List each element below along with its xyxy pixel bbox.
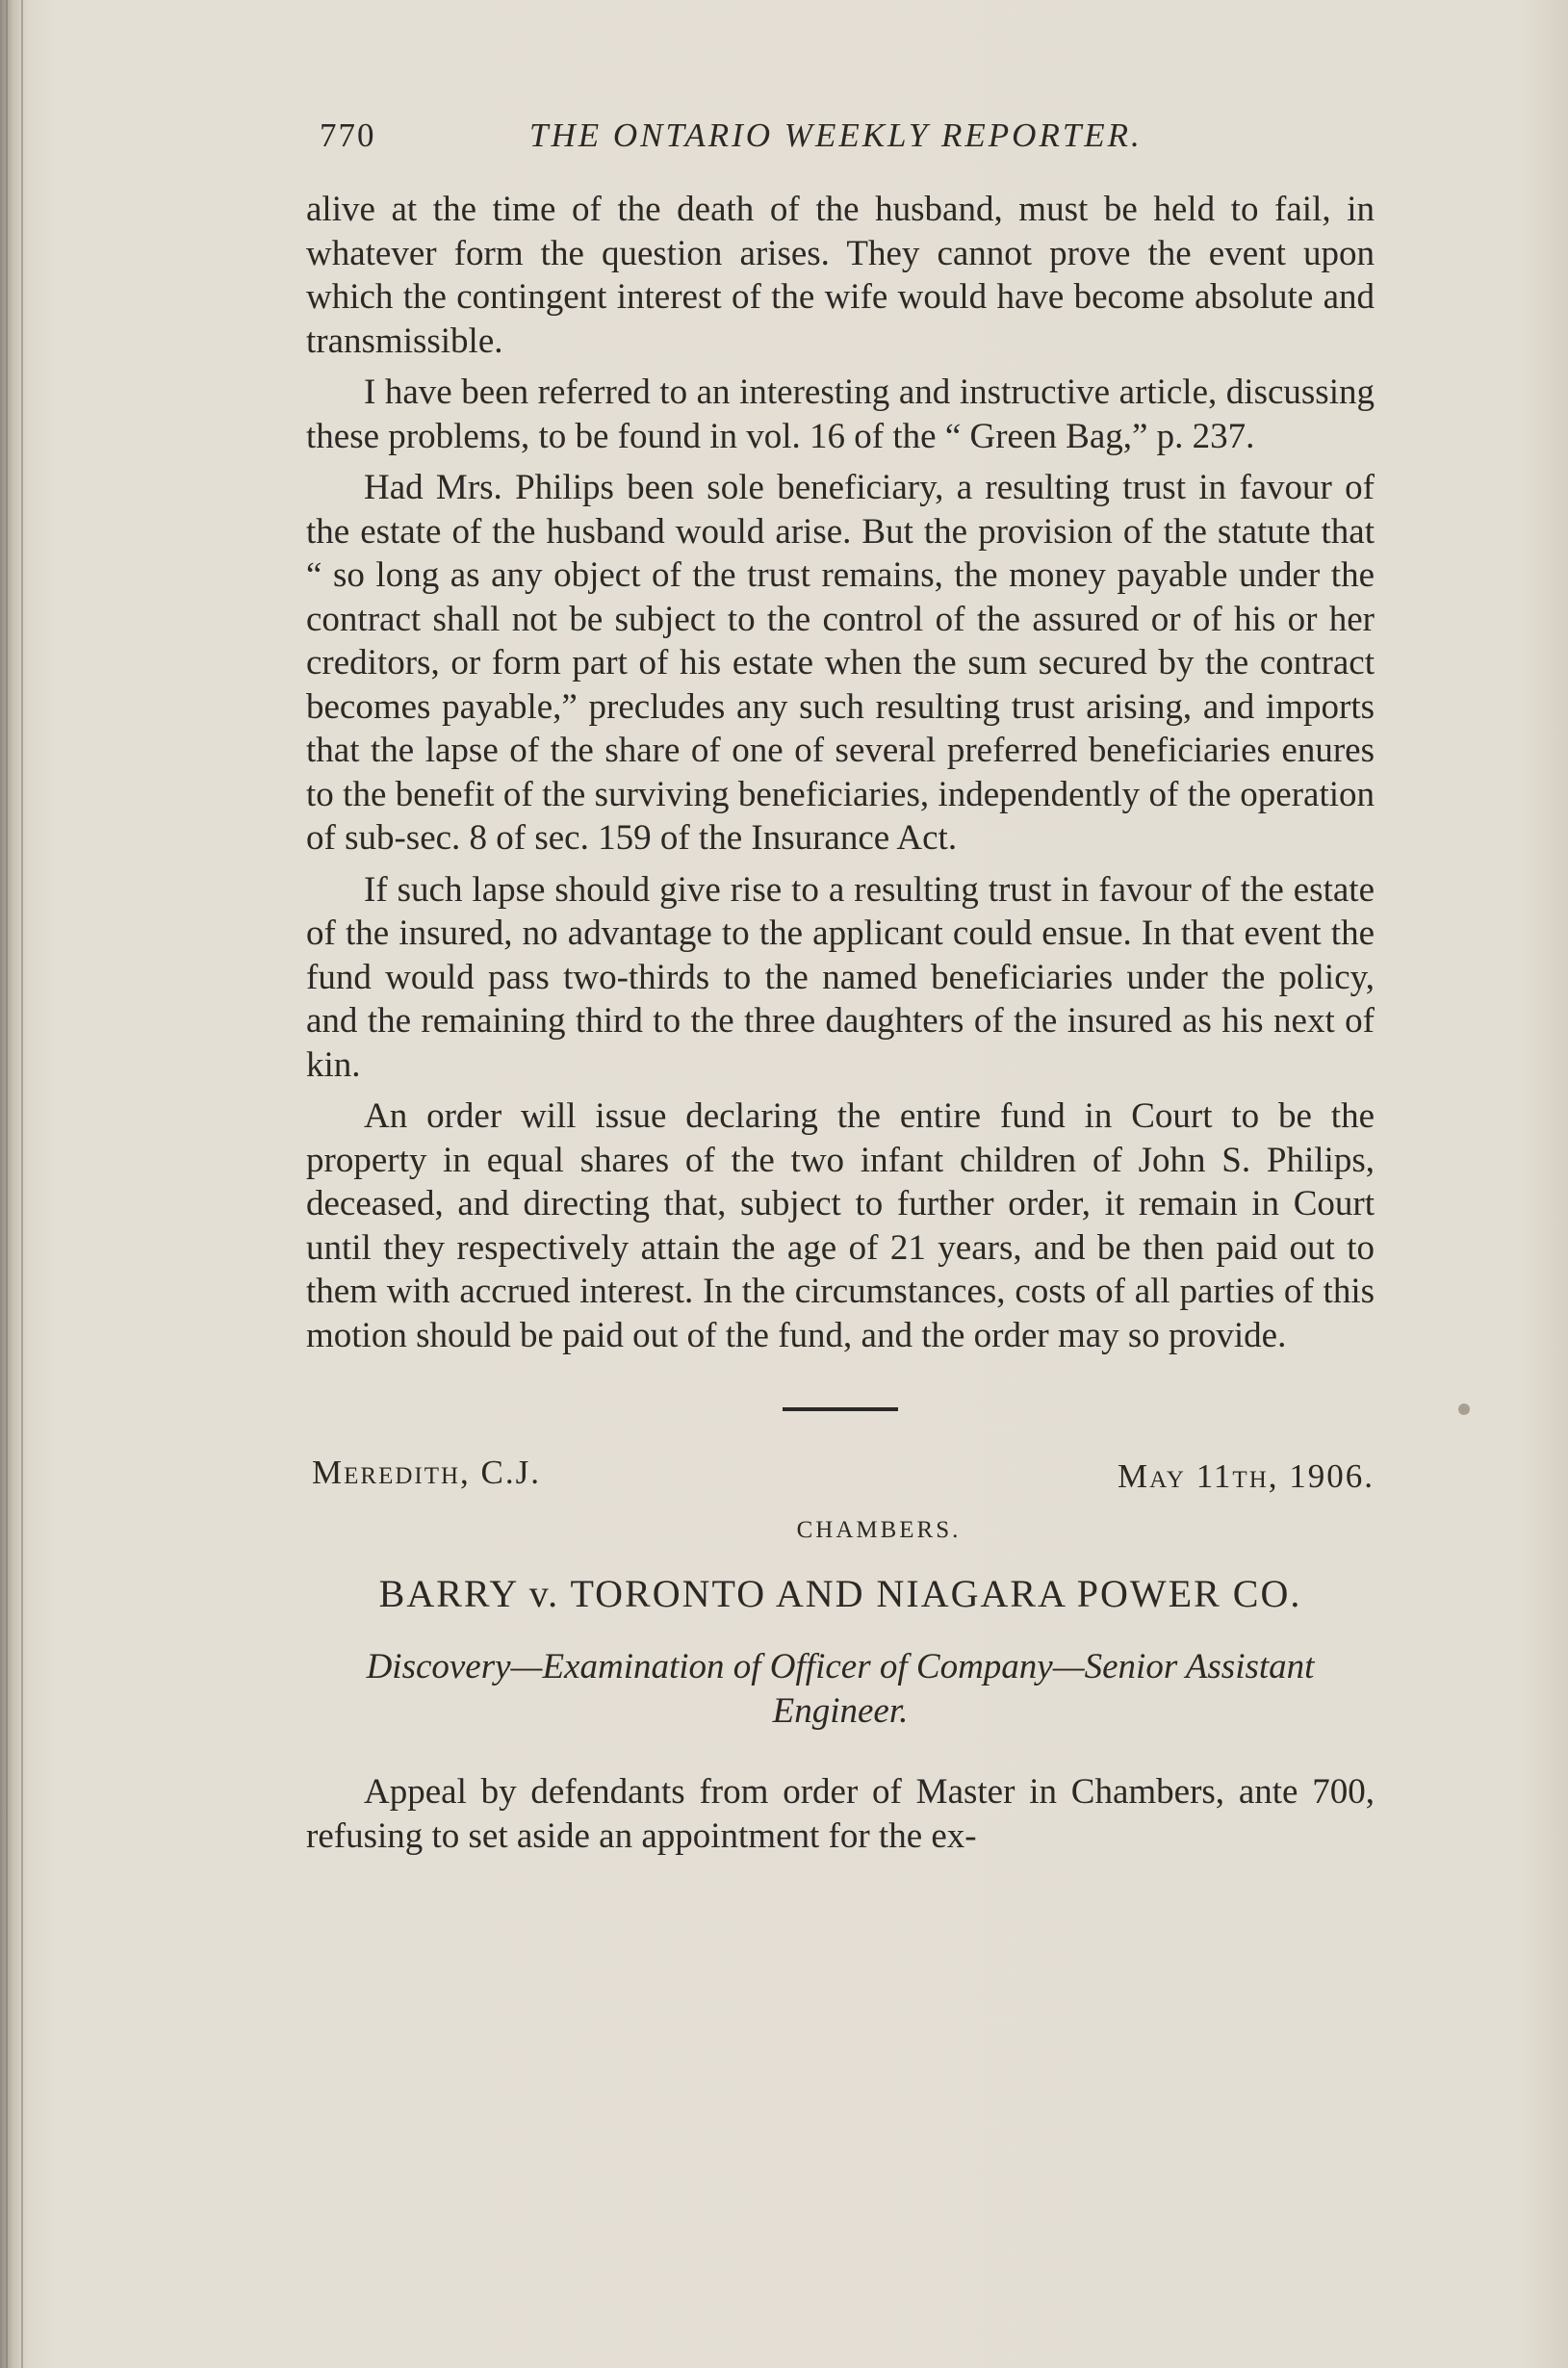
- headnote: Discovery—Examination of Officer of Company—Senior Assistant Engineer.: [366, 1647, 1315, 1731]
- paragraph: alive at the time of the death of the husband, must be held to fail, in whatever form the question arises. They cannot prove the event upon which the contingent interest of the wife would have become absolute and transmissible.: [306, 190, 1375, 361]
- paragraph: Appeal by defendants from order of Master in Chambers, ante 700, refusing to set aside an appointment for the ex-: [306, 1772, 1375, 1856]
- court-label: CHAMBERS.: [796, 1517, 962, 1543]
- paper-blemish: [1458, 1403, 1470, 1415]
- paragraph: Had Mrs. Philips been sole beneficiary, a resulting trust in favour of the estate of the husband would arise. But the provision of the statute that “ so long as any object of the trust remains, the money payable under the contract shall not be subject to the control of the assured or of his or her creditors, or form part of his estate when the sum secured by the contract becomes payable,” precludes any such resulting trust arising, and imports that the lapse of the share of one of several preferred beneficiaries enures to the benefit of the surviving beneficiaries, independently of the operation of sub-sec. 8 of sec. 159 of the Insurance Act.: [306, 468, 1375, 858]
- paragraph: If such lapse should give rise to a resulting trust in favour of the estate of the insured, no advantage to the applicant could ensue. In that event the fund would pass two-thirds to the named beneficiaries under the policy, and the remaining third to the three daughters of the insured as his next of kin.: [306, 869, 1375, 1085]
- case-opening: [306, 1770, 1375, 1858]
- page-header: [306, 111, 1375, 168]
- case-title: BARRY v. TORONTO AND NIAGARA POWER CO.: [378, 1572, 1302, 1615]
- running-title: THE ONTARIO WEEKLY REPORTER.: [529, 116, 1143, 154]
- section-divider: [783, 1407, 898, 1411]
- paragraph: I have been referred to an interesting and instructive article, discussing these problems, to be found in vol. 16 of the “ Green Bag,” p. 237.: [306, 373, 1375, 456]
- decision-date: May 11th, 1906.: [1118, 1457, 1375, 1495]
- binding-edge: [6, 0, 8, 2368]
- paragraph: An order will issue declaring the entire fund in Court to be the property in equal shares of the two infant children of John S. Philips, deceased, and directing that, subject to further order, it remain in Court until they respectively attain the age of 21 years, and be then paid out to them with accrued interest. In the circumstances, costs of all parties of this motion should be paid out of the fund, and the order may so provide.: [306, 1096, 1375, 1355]
- judgment-text: [306, 188, 1375, 1357]
- binding-edge-inner: [21, 0, 23, 2368]
- page-number: 770: [320, 116, 376, 154]
- page-content: [306, 111, 1375, 1866]
- case-byline: [306, 1454, 1375, 1507]
- judge-name: Meredith, C.J.: [312, 1454, 542, 1491]
